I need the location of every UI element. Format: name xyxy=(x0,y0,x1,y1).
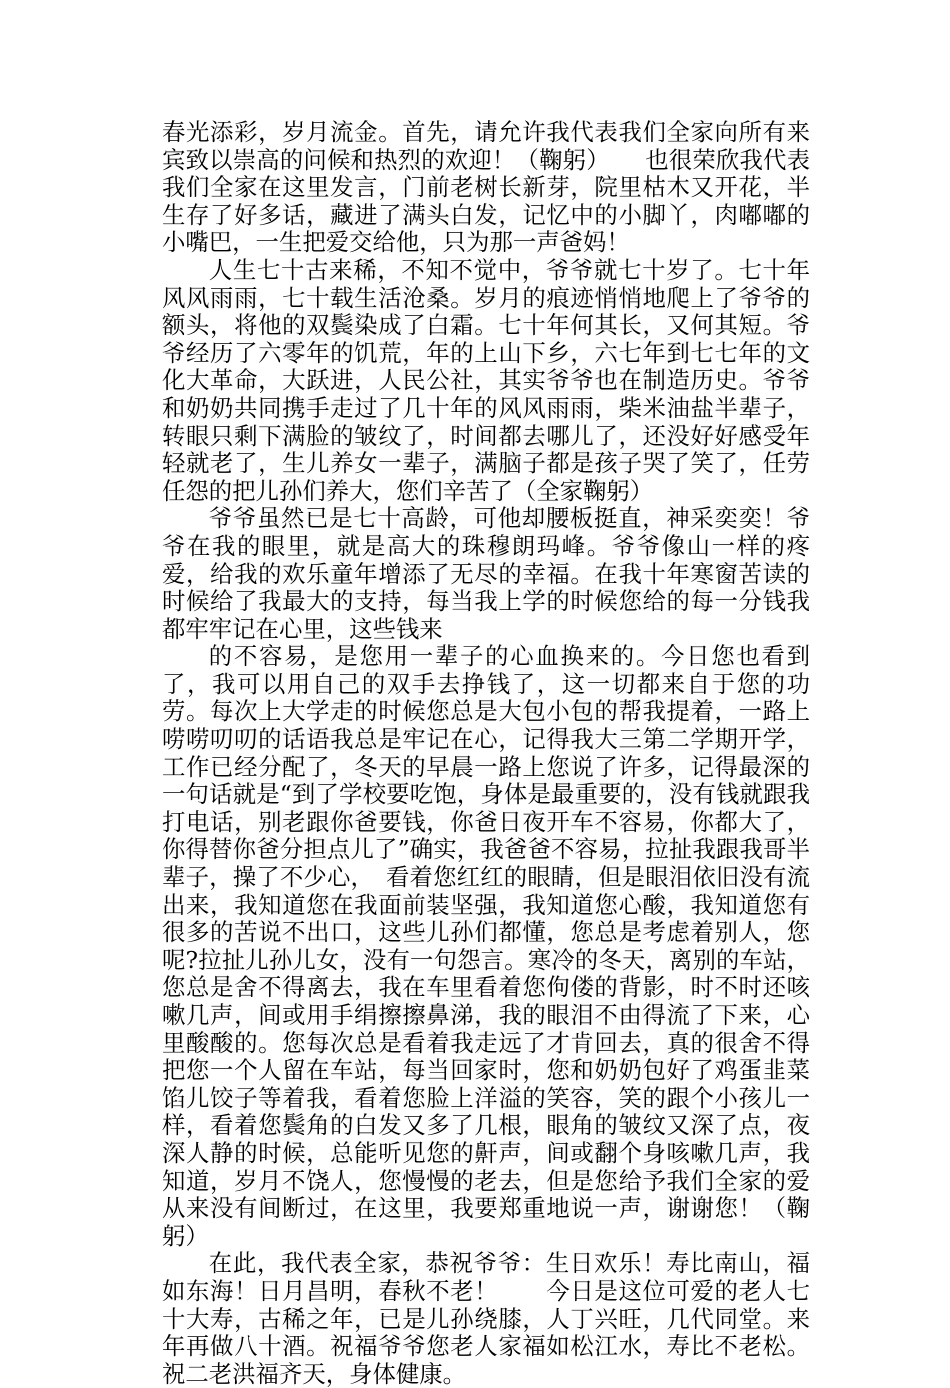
paragraph-seventy-years: 人生七十古来稀，不知不觉中，爷爷就七十岁了。七十年风风雨雨，七十载生活沧桑。岁月的痕迹悄悄地爬上了爷爷的额头，将他的双鬓染成了白霜。七十年何其长，又何其短。爷爷经历了六零年的饥荒，年的上山下乡，六七年到七七年的文化大革命，大跃进，人民公社，其实爷爷也在制造历史。爷爷和奶奶共同携手走过了几十年的风风雨雨，柴米油盐半辈子，转眼只剩下满脸的皱纹了，时间都去哪儿了，还没好好感受年轻就老了，生儿养女一辈子，满脑子都是孩子哭了笑了，任劳任怨的把儿孙们养大，您们辛苦了（全家鞠躬） xyxy=(162,255,810,505)
document-body xyxy=(162,119,810,1388)
paragraph-memories: 的不容易，是您用一辈子的心血换来的。今日您也看到了，我可以用自己的双手去挣钱了，这一切都来自于您的功劳。每次上大学走的时候您总是大包小包的帮我提着，一路上唠唠叨叨的话语我总是牢记在心，记得我大三第二学期开学，工作已经分配了，冬天的早晨一路上您说了许多，记得最深的一句话就是“到了学校要吃饱，身体是最重要的，没有钱就跟我打电话，别老跟你爸要钱，你爸日夜开车不容易，你都大了，你得替你爸分担点儿了”确实，我爸爸不容易，拉扯我跟我哥半辈子，操了不少心， 看着您红红的眼睛，但是眼泪依旧没有流出来，我知道您在我面前装坚强，我知道您心酸，我知道您有很多的苦说不出口，这些儿孙们都懂，您总是考虑着别人，您呢?拉扯儿孙儿女，没有一句怨言。寒冷的冬天，离别的车站，您总是舍不得离去，我在车里看着您佝偻的背影，时不时还咳嗽几声，间或用手绢擦擦鼻涕，我的眼泪不由得流了下来，心里酸酸的。您每次总是看着我走远了才肯回去，真的很舍不得把您一个人留在车站，每当回家时，您和奶奶包好了鸡蛋韭菜馅儿饺子等着我，看着您脸上洋溢的笑容，笑的跟个小孩儿一样，看着您鬓角的白发又多了几根，眼角的皱纹又深了点，夜深人静的时候，总能听见您的鼾声，间或翻个身咳嗽几声，我知道，岁月不饶人，您慢慢的老去，但是您给予我们全家的爱从来没有间断过，在这里，我要郑重地说一声，谢谢您！（鞠躬） xyxy=(162,642,810,1250)
paragraph-blessing: 在此，我代表全家，恭祝爷爷：生日欢乐！寿比南山，福如东海！日月昌明，春秋不老！ 今日是这位可爱的老人七十大寿，古稀之年，已是儿孙绕膝，人丁兴旺，几代同堂。来年再做八十酒。祝福爷爷您老人家福如松江水，寿比不老松。祝二老洪福齐天，身体健康。 xyxy=(162,1249,810,1388)
paragraph-grandpa-mountain: 爷爷虽然已是七十高龄，可他却腰板挺直，神采奕奕！爷爷在我的眼里，就是高大的珠穆朗玛峰。爷爷像山一样的疼爱，给我的欢乐童年增添了无尽的幸福。在我十年寒窗苦读的时候给了我最大的支持，每当我上学的时候您给的每一分钱我都牢牢记在心里，这些钱来 xyxy=(162,504,810,643)
paragraph-opening: 春光添彩，岁月流金。首先，请允许我代表我们全家向所有来宾致以崇高的问候和热烈的欢迎！（鞠躬） 也很荣欣我代表我们全家在这里发言，门前老树长新芽，院里枯木又开花，半生存了好多话，藏进了满头白发，记忆中的小脚丫，肉嘟嘟的小嘴巴，一生把爱交给他，只为那一声爸妈！ xyxy=(162,118,810,257)
